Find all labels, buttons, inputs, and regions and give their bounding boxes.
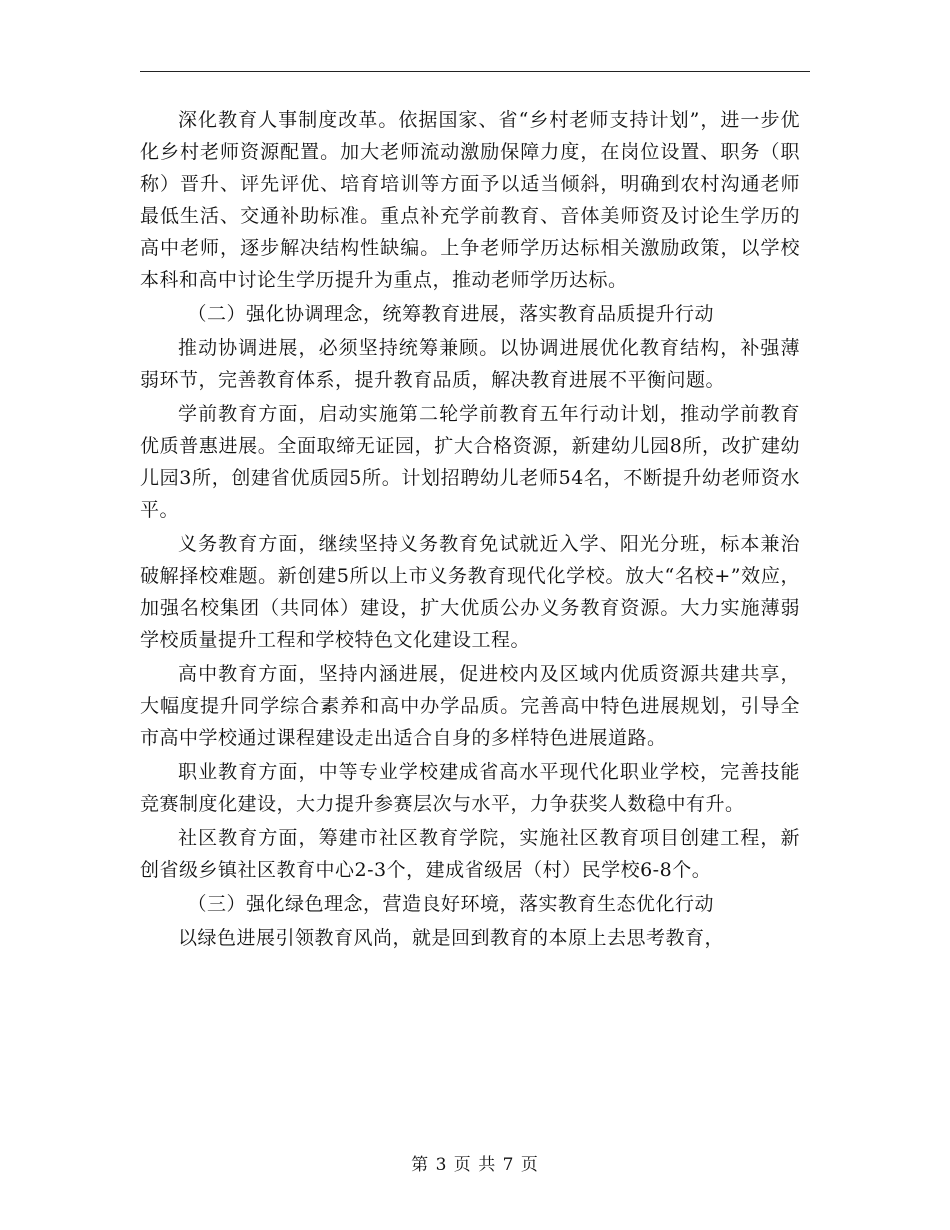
header-rule [140, 71, 810, 72]
paragraph-high-school: 高中教育方面，坚持内涵进展，促进校内及区域内优质资源共建共享，大幅度提升同学综合素养和高中办学品质。完善高中特色进展规划，引导全市高中学校通过课程建设走出适合自身的多样特色进展道路。 [140, 663, 800, 749]
paragraph-vocational: 职业教育方面，中等专业学校建成省高水平现代化职业学校，完善技能竞赛制度化建设，大力提升参赛层次与水平，力争获奖人数稳中有升。 [140, 761, 800, 815]
section-heading-coordination: （二）强化协调理念，统筹教育进展，落实教育品质提升行动 [187, 303, 715, 325]
section-heading-green: （三）强化绿色理念，营造良好环境，落实教育生态优化行动 [187, 893, 715, 915]
paragraph-personnel-reform: 深化教育人事制度改革。依据国家、省“乡村老师支持计划”，进一步优化乡村老师资源配置。加大老师流动激励保障力度，在岗位设置、职务（职称）晋升、评先评优、培育培训等方面予以适当倾斜，明确到农村沟通老师最低生活、交通补助标准。重点补充学前教育、音体美师资及讨论生学历的高中老师，逐步解决结构性缺编。上争老师学历达标相关激励政策，以学校本科和高中讨论生学历提升为重点，推动老师学历达标。 [140, 109, 800, 291]
paragraph-community: 社区教育方面，筹建市社区教育学院，实施社区教育项目创建工程，新创省级乡镇社区教育中心2-3个，建成省级居（村）民学校6-8个。 [140, 827, 800, 881]
paragraph-compulsory: 义务教育方面，继续坚持义务教育免试就近入学、阳光分班，标本兼治破解择校难题。新创建5所以上市义务教育现代化学校。放大“名校+”效应，加强名校集团（共同体）建设，扩大优质公办义务教育资源。大力实施薄弱学校质量提升工程和学校特色文化建设工程。 [140, 533, 800, 651]
paragraph-coordination: 推动协调进展，必须坚持统筹兼顾。以协调进展优化教育结构，补强薄弱环节，完善教育体系，提升教育品质，解决教育进展不平衡问题。 [140, 337, 800, 391]
document-body [140, 104, 800, 956]
paragraph-green: 以绿色进展引领教育风尚，就是回到教育的本原上去思考教育， [178, 927, 725, 949]
page-number: 第 3 页 共 7 页 [411, 1155, 539, 1175]
paragraph-preschool: 学前教育方面，启动实施第二轮学前教育五年行动计划，推动学前教育优质普惠进展。全面取缔无证园，扩大合格资源，新建幼儿园8所，改扩建幼儿园3所，创建省优质园5所。计划招聘幼儿老师54名，不断提升幼老师资水平。 [140, 403, 800, 521]
